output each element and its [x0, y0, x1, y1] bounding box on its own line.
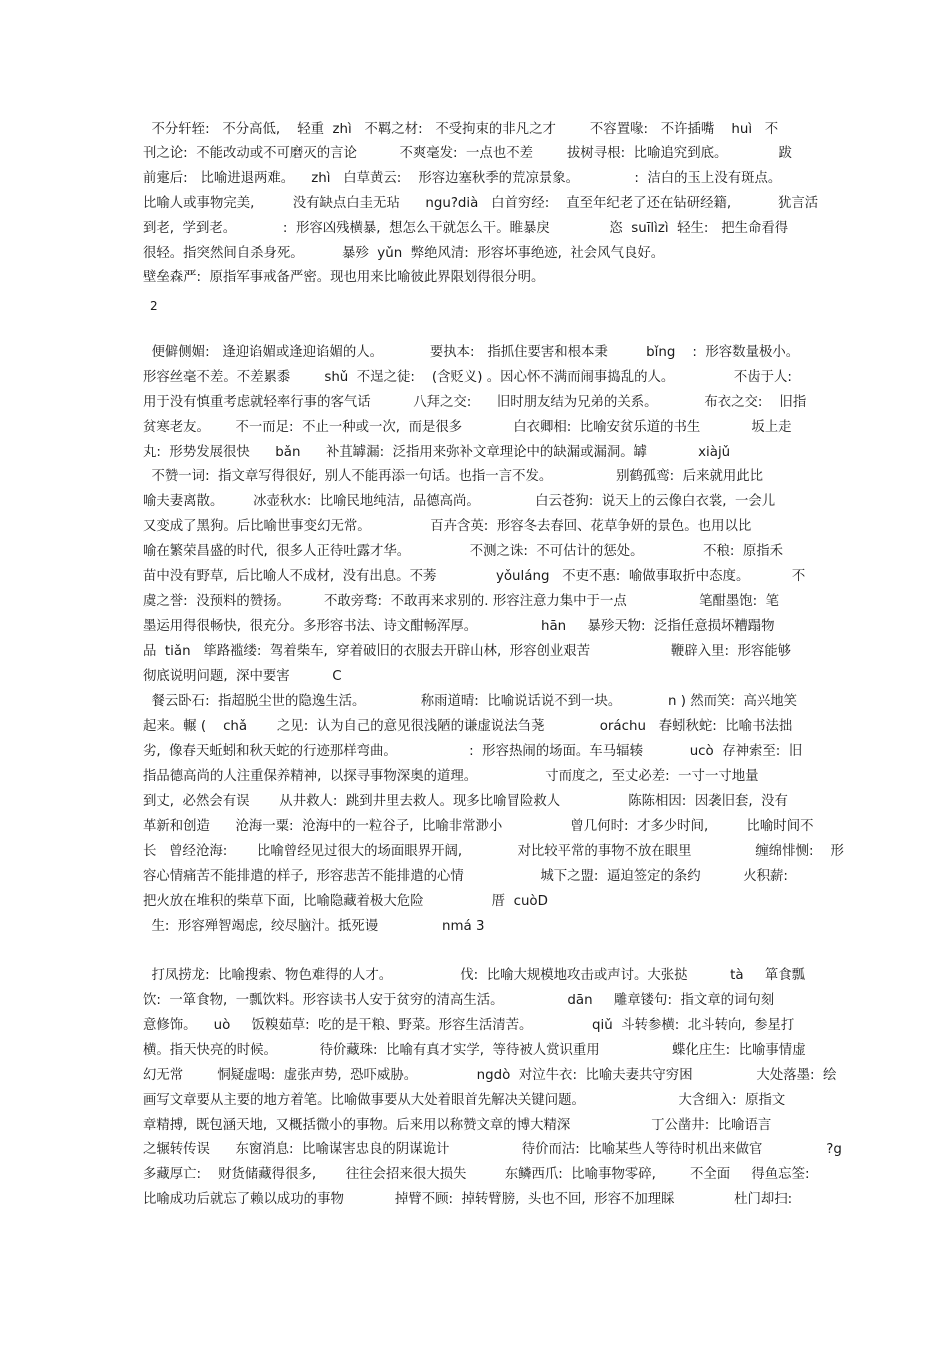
text-line: 墨运用得很畅快, 很充分。多形容书法、诗文酣畅浑厚。 hān 暴殄天物: 泛指任意损坏糟蹋物: [143, 619, 775, 634]
text-line: 贫寒老友。 不一而足: 不止一种或一次, 而是很多 白衣卿相: 比喻安贫乐道的书生 坂上走: [143, 420, 792, 435]
text-line: 生: 形容殚智竭虑, 绞尽脑汁。抵死谩 nmá 3: [143, 919, 485, 934]
text-line: 形容丝毫不差。不差累黍 shǔ 不逞之徒: (含贬义) 。因心怀不满而闹事捣乱的人。 不齿于人:: [143, 370, 792, 385]
text-line: 又变成了黑狗。后比喻世事变幻无常。 百卉含英: 形容冬去春回、花草争妍的景色。也用以比: [143, 519, 752, 534]
text-line: 用于没有慎重考虑就轻率行事的客气话 八拜之交: 旧时朋友结为兄弟的关系。 布衣之交: 旧指: [143, 395, 807, 410]
text-line: 彻底说明问题, 深中要害 C: [143, 669, 342, 684]
text-line: 不赞一词: 指文章写得很好, 别人不能再添一句话。也指一言不发。 别鹤孤鸾: 后来就用此比: [143, 469, 764, 484]
text-line: 之辗转传误 东窗消息: 比喻谋害忠良的阴谋诡计 待价而沽: 比喻某些人等待时机出来做官 ?g: [143, 1142, 842, 1157]
text-line: 刊之论: 不能改动或不可磨灭的言论 不爽毫发: 一点也不差 拔树寻根: 比喻追究到底。 跋: [143, 146, 792, 161]
text-line: 壁垒森严: 原指军事戒备严密。现也用来比喻彼此界限划得很分明。: [143, 270, 545, 285]
text-line: 比喻人或事物完美, 没有缺点白圭无玷 ngu?dià 白首穷经: 直至年纪老了还在钻研经籍, 犹言活: [143, 196, 819, 211]
text-line: 容心情痛苦不能排遣的样子, 形容悲苦不能排遣的心情 城下之盟: 逼迫签定的条约 火积薪:: [143, 869, 788, 884]
text-line: 虞之誉: 没预料的赞扬。 不敢旁骛: 不敢再来求别的. 形容注意力集中于一点 笔酣墨饱: 笔: [143, 594, 780, 609]
page-number: 2: [150, 299, 158, 313]
text-line: 比喻成功后就忘了赖以成功的事物 掉臂不顾: 掉转臂膀, 头也不回, 形容不加理睬 杜门却扫:: [143, 1192, 793, 1207]
text-line: 幻无常 恫疑虚喝: 虚张声势, 恐吓威胁。 ngdò 对泣牛衣: 比喻夫妻共守穷困 大处落墨: 绘: [143, 1068, 837, 1083]
text-line: 打凤捞龙: 比喻搜索、物色难得的人才。 伐: 比喻大规模地攻击或声讨。大张挞 tà 箪食瓢: [143, 968, 806, 983]
text-line: 品 tiǎn 筚路褴缕: 驾着柴车, 穿着破旧的衣服去开辟山林, 形容创业艰苦 鞭辟入里: 形容能够: [143, 644, 792, 659]
text-line: 饮: 一箪食物, 一瓢饮料。形容读书人安于贫穷的清高生活。 dān 雕章镂句: 指文章的词句刻: [143, 993, 775, 1008]
text-line: 苗中没有野草, 后比喻人不成材, 没有出息。不莠 yǒuláng 不吏不惠: 喻做事取折中态度。 不: [143, 569, 806, 584]
text-line: 横。指天快亮的时候。 待价藏珠: 比喻有真才实学, 等待被人赏识重用 蝶化庄生: 比喻事情虚: [143, 1043, 806, 1058]
text-line: 便僻侧媚: 逢迎谄媚或逢迎谄媚的人。 要执本: 指抓住要害和根本秉 bǐng : 形容数量极小。: [143, 345, 800, 360]
text-line: 意修饰。 uò 饭糗茹草: 吃的是干粮、野菜。形容生活清苦。 qiǔ 斗转参横: 北斗转向, 参星打: [143, 1018, 795, 1033]
text-line: 劣, 像春天蚯蚓和秋天蛇的行迹那样弯曲。 : 形容热闹的场面。车马辐辏 ucò 存神索至: 旧: [143, 744, 803, 759]
text-line: 喻在繁荣昌盛的时代, 很多人正待吐露才华。 不测之诛: 不可估计的惩处。 不稂: 原指禾: [143, 544, 784, 559]
text-line: 很轻。指突然间自杀身死。 暴殄 yǔn 弊绝风清: 形容坏事绝迹, 社会风气良好。: [143, 246, 665, 261]
text-line: 章精搏, 既包涵天地, 又概括微小的事物。后来用以称赞文章的博大精深 丁公凿井: 比喻语言: [143, 1118, 772, 1133]
text-line: 到丈, 必然会有误 从井救人: 跳到井里去救人。现多比喻冒险救人 陈陈相因: 因袭旧套, 没有: [143, 794, 788, 809]
text-line: 多藏厚亡: 财货储藏得很多, 往往会招来很大损失 东鳞西爪: 比喻事物零碎, 不全面 得鱼忘筌:: [143, 1167, 810, 1182]
text-line: 把火放在堆积的柴草下面, 比喻隐藏着极大危险 厝 cuòD: [143, 894, 548, 909]
text-line: 不分轩轾: 不分高低, 轻重 zhì 不羁之材: 不受拘束的非凡之才 不容置喙: 不许插嘴 huì 不: [143, 122, 779, 137]
text-line: 喻夫妻离散。 冰壶秋水: 比喻民地纯洁, 品德高尚。 白云苍狗: 说天上的云像白衣裳, 一会儿: [143, 494, 776, 509]
text-line: 到老, 学到老。 : 形容凶残横暴, 想怎么干就怎么干。睢暴戾 恣 suīlìzì 轻生: 把生命看得: [143, 221, 789, 236]
text-line: 画写文章要从主要的地方着笔。比喻做事要从大处着眼首先解决关键问题。 大含细入: 原指文: [143, 1093, 786, 1108]
text-line: 起来。輾 ( chǎ 之见: 认为自己的意见很浅陋的谦虚说法刍荛 oráchu 春蚓秋蛇: 比喻书法拙: [143, 719, 793, 734]
text-line: 长 曾经沧海: 比喻曾经见过很大的场面眼界开阔, 对比较平常的事物不放在眼里 缠绵悱恻: 形: [143, 844, 844, 859]
text-line: 丸: 形势发展很快 bǎn 补苴罅漏: 泛指用来弥补文章理论中的缺漏或漏洞。罅 xiàjǔ: [143, 445, 731, 460]
text-line: 餐云卧石: 指超脱尘世的隐逸生活。 称雨道晴: 比喻说话说不到一块。 n ) 然而笑: 高兴地笑: [143, 694, 798, 709]
text-line: 前疐后: 比喻进退两难。 zhì 白草黄云: 形容边塞秋季的荒凉景象。 : 洁白的玉上没有斑点。: [143, 171, 782, 186]
text-line: 指品德高尚的人注重保养精神, 以探寻事物深奥的道理。 寸而度之, 至丈必差: 一寸一寸地量: [143, 769, 759, 784]
text-line: 革新和创造 沧海一粟: 沧海中的一粒谷子, 比喻非常渺小 曾几何时: 才多少时间, 比喻时间不: [143, 819, 814, 834]
